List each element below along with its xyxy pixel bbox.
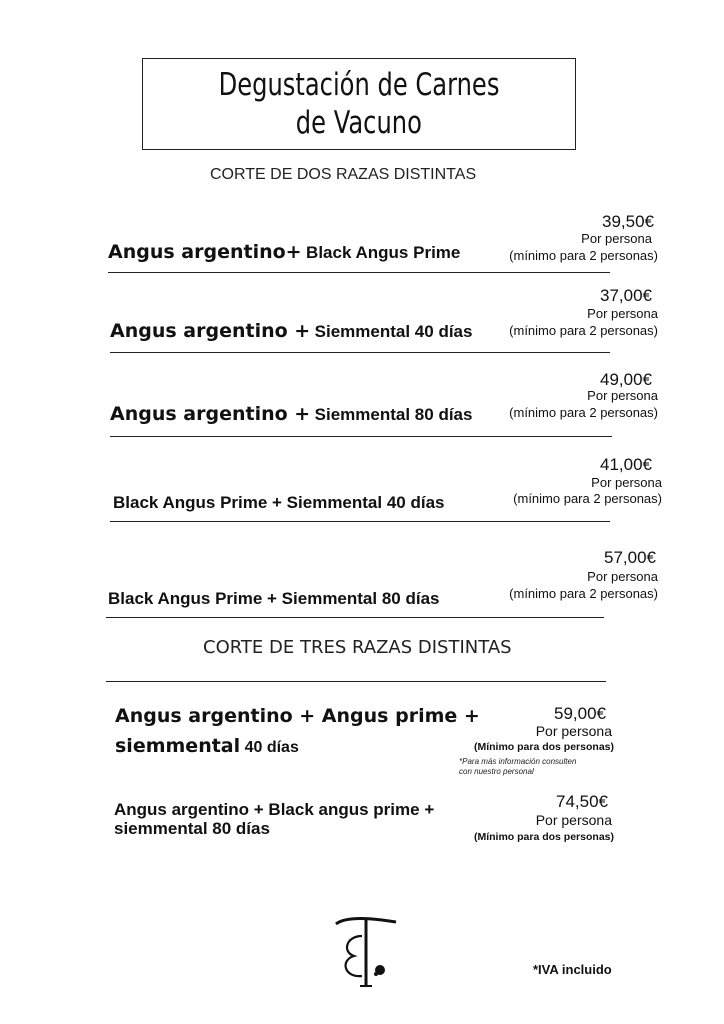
menu-item-4-per-person: Por persona <box>591 475 662 490</box>
menu-title-line-1: Degustación de Carnes <box>218 67 500 103</box>
menu-item-2-per-person: Por persona <box>587 306 658 321</box>
divider <box>110 352 610 353</box>
menu-item-7-minimum: (Mínimo para dos personas) <box>473 831 614 843</box>
menu-item-3-part2: Siemmental 80 días <box>314 405 473 424</box>
menu-item-6-minimum: (Mínimo para dos personas) <box>473 741 614 753</box>
menu-item-3-per-person: Por persona <box>587 388 658 403</box>
menu-item-3-part1: Angus argentino + <box>110 403 311 425</box>
menu-item-1-part2: Black Angus Prime <box>306 243 461 262</box>
menu-item-2-minimum: (mínimo para 2 personas) <box>509 323 658 338</box>
menu-item-6-note-line-1: *Para más información consulten <box>459 757 577 766</box>
menu-item-6-info-note <box>459 757 576 777</box>
menu-item-1-minimum: (mínimo para 2 personas) <box>509 248 658 263</box>
menu-item-1-part1: Angus argentino+ <box>108 241 302 263</box>
menu-item-3-price: 49,00€ <box>600 370 652 389</box>
menu-title-line-2: de Vacuno <box>295 105 423 141</box>
menu-item-1-price: 39,50€ <box>602 212 654 231</box>
menu-item-6-line-1: Angus argentino + Angus prime + <box>115 705 480 727</box>
divider <box>110 436 612 437</box>
menu-item-2-name <box>110 320 472 342</box>
menu-item-4-price: 41,00€ <box>600 455 652 474</box>
section-heading-three-breeds: CORTE DE TRES RAZAS DISTINTAS <box>203 637 512 658</box>
menu-item-2-price: 37,00€ <box>600 286 652 305</box>
menu-item-5-price: 57,00€ <box>604 548 656 567</box>
section-heading-two-breeds: CORTE DE DOS RAZAS DISTINTAS <box>210 166 477 183</box>
menu-item-6-line-2b: 40 días <box>244 739 299 756</box>
menu-item-6-note-line-2: con nuestro personal <box>459 767 534 776</box>
menu-item-3-minimum: (mínimo para 2 personas) <box>509 405 658 420</box>
menu-item-1-name <box>108 241 460 263</box>
menu-item-2-part2: Siemmental 40 días <box>314 322 473 341</box>
divider <box>106 617 604 618</box>
menu-item-5-per-person: Por persona <box>587 569 658 584</box>
menu-item-6-line-2 <box>115 735 299 757</box>
menu-title-box <box>142 58 576 150</box>
menu-item-7-per-person: Por persona <box>535 812 612 828</box>
menu-item-6-price: 59,00€ <box>554 704 606 723</box>
menu-item-6-line-2a: siemmental <box>115 735 241 757</box>
menu-item-5-name: Black Angus Prime + Siemmental 80 días <box>108 589 440 608</box>
divider <box>110 521 610 522</box>
menu-item-3-name <box>110 403 472 425</box>
menu-item-4-name: Black Angus Prime + Siemmental 40 días <box>113 493 445 512</box>
iva-note: *IVA incluido <box>533 962 612 977</box>
monogram-logo-icon <box>332 912 400 992</box>
menu-item-4-minimum: (mínimo para 2 personas) <box>513 491 662 506</box>
menu-item-2-part1: Angus argentino + <box>110 320 311 342</box>
menu-item-7-line-1: Angus argentino + Black angus prime + <box>114 800 435 819</box>
menu-item-6-per-person: Por persona <box>535 723 612 739</box>
menu-item-7-line-2: siemmental 80 días <box>114 819 270 838</box>
menu-item-1-per-person: Por persona <box>581 231 652 246</box>
divider <box>106 681 606 682</box>
divider <box>108 272 610 273</box>
menu-item-5-minimum: (mínimo para 2 personas) <box>509 586 658 601</box>
menu-item-7-price: 74,50€ <box>556 792 608 811</box>
